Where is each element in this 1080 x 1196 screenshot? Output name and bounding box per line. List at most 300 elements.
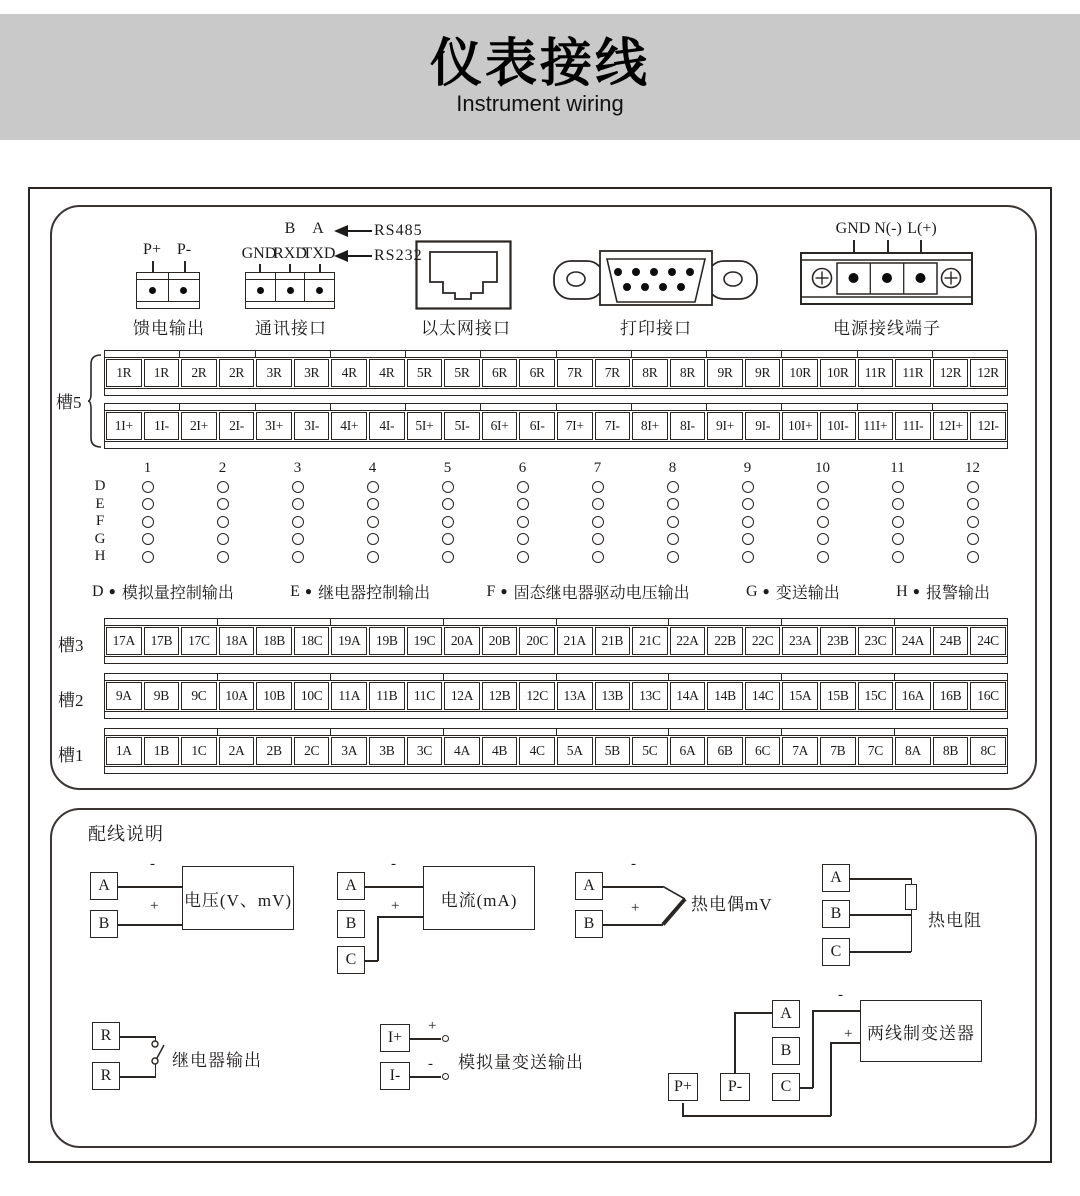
terminal-cell: 19A bbox=[331, 627, 367, 655]
terminal-circle-icon bbox=[667, 533, 679, 545]
analog-output-wiring-diagram bbox=[380, 1016, 620, 1106]
module-tick bbox=[557, 674, 670, 680]
terminal-cell: 13A bbox=[557, 682, 593, 710]
terminal-circle-icon bbox=[667, 481, 679, 493]
wire bbox=[734, 1012, 772, 1014]
terminal-circle-icon bbox=[217, 481, 229, 493]
terminal-cell: 7A bbox=[782, 737, 818, 765]
terminal-circle-icon bbox=[367, 533, 379, 545]
plus-sign: + bbox=[391, 898, 400, 914]
resistor-icon bbox=[905, 884, 917, 910]
terminal-cell: 24B bbox=[933, 627, 969, 655]
module-tick bbox=[256, 404, 331, 410]
terminal-c: C bbox=[337, 946, 365, 974]
terminal-cell: 11R bbox=[895, 359, 931, 387]
strip-band bbox=[105, 674, 1007, 681]
strip-band bbox=[105, 729, 1007, 736]
module-tick bbox=[218, 729, 331, 735]
terminal-cell: 12A bbox=[444, 682, 480, 710]
relay-wiring-diagram bbox=[92, 1016, 292, 1116]
strip-band bbox=[105, 388, 1007, 395]
matrix-cell bbox=[410, 481, 485, 493]
matrix-cell bbox=[110, 481, 185, 493]
matrix-cell bbox=[410, 516, 485, 528]
terminal-cell: 4I- bbox=[369, 412, 405, 440]
matrix-row-label: E bbox=[95, 495, 105, 512]
pin-label: L(+) bbox=[907, 220, 937, 237]
terminal-a: A bbox=[822, 864, 850, 892]
matrix-cell bbox=[260, 516, 335, 528]
matrix-cell bbox=[935, 498, 1010, 510]
column-number: 12 bbox=[965, 459, 980, 476]
terminal-cell: 22A bbox=[670, 627, 706, 655]
terminal-cell: 12R bbox=[933, 359, 969, 387]
terminal-cell: 4R bbox=[331, 359, 367, 387]
page-header bbox=[0, 14, 1080, 140]
slot2-label: 槽2 bbox=[58, 691, 84, 710]
matrix-row bbox=[90, 548, 1010, 566]
terminal-band bbox=[246, 301, 334, 308]
terminal-cell: 3B bbox=[369, 737, 405, 765]
two-wire-transmitter-diagram bbox=[664, 987, 994, 1136]
terminal-circle-icon bbox=[367, 551, 379, 563]
terminal-cell: 2C bbox=[294, 737, 330, 765]
matrix-cell bbox=[335, 516, 410, 528]
strip-band bbox=[105, 711, 1007, 718]
module-tick bbox=[256, 351, 331, 357]
matrix-cell bbox=[560, 533, 635, 545]
arrow-left-icon bbox=[334, 250, 348, 262]
terminal-cell: 3C bbox=[407, 737, 443, 765]
module-tick bbox=[858, 404, 933, 410]
slot1-strip bbox=[104, 728, 1008, 774]
terminal-circle-icon bbox=[817, 533, 829, 545]
matrix-cell bbox=[710, 481, 785, 493]
terminal-cell: 8B bbox=[933, 737, 969, 765]
terminal-circle-icon bbox=[967, 498, 979, 510]
terminal-cell: 3R bbox=[256, 359, 292, 387]
terminal-circle-icon bbox=[292, 516, 304, 528]
terminal-circle-icon bbox=[742, 533, 754, 545]
matrix-cell bbox=[785, 533, 860, 545]
module-tick bbox=[276, 273, 306, 279]
terminal-a: A bbox=[90, 872, 118, 900]
terminal-cell: 10R bbox=[782, 359, 818, 387]
rj45-jack-icon bbox=[415, 240, 512, 310]
slot3-cells bbox=[105, 626, 1007, 656]
matrix-cell bbox=[185, 551, 260, 563]
terminal-cell: 5R bbox=[444, 359, 480, 387]
legend-key: F bbox=[486, 582, 496, 600]
wire bbox=[120, 1076, 156, 1078]
module-tick bbox=[218, 619, 331, 625]
slot1-cells bbox=[105, 736, 1007, 766]
terminal-cell: 5C bbox=[632, 737, 668, 765]
column-number: 8 bbox=[668, 459, 677, 476]
terminal-b: B bbox=[90, 910, 118, 938]
slot1-label: 槽1 bbox=[58, 746, 84, 765]
matrix-column-number bbox=[410, 460, 485, 477]
matrix-cell bbox=[410, 533, 485, 545]
minus-sign: - bbox=[150, 856, 155, 872]
matrix-column-number bbox=[335, 460, 410, 477]
legend-key: E bbox=[290, 582, 300, 600]
terminal-circle-icon bbox=[442, 551, 454, 563]
matrix-cell bbox=[710, 516, 785, 528]
matrix-column-number bbox=[635, 460, 710, 477]
terminal-i-minus: I- bbox=[380, 1062, 410, 1090]
matrix-cell bbox=[935, 481, 1010, 493]
terminal-circle-icon bbox=[892, 481, 904, 493]
terminal-circle-icon bbox=[967, 516, 979, 528]
minus-sign: - bbox=[838, 987, 843, 1003]
terminal-circle-icon bbox=[442, 498, 454, 510]
terminal-cell: 4C bbox=[519, 737, 555, 765]
terminal-circle-icon bbox=[817, 516, 829, 528]
terminal-circle-icon bbox=[142, 516, 154, 528]
wire bbox=[410, 1038, 441, 1040]
terminal-a: A bbox=[575, 872, 603, 900]
terminal-circle-icon bbox=[967, 551, 979, 563]
terminal-circle-icon bbox=[817, 481, 829, 493]
terminal-cell: 18A bbox=[219, 627, 255, 655]
terminal-cell: 6R bbox=[482, 359, 518, 387]
strip-band bbox=[105, 656, 1007, 663]
terminal-band bbox=[246, 273, 334, 280]
transmitter-device-box: 两线制变送器 bbox=[860, 1000, 982, 1062]
terminal-cell: 7B bbox=[820, 737, 856, 765]
terminal-cell: 22B bbox=[707, 627, 743, 655]
terminal-cell: 7I- bbox=[595, 412, 631, 440]
power-terminal-block bbox=[800, 252, 973, 305]
column-number: 2 bbox=[218, 459, 227, 476]
wiring-panel-title: 配线说明 bbox=[88, 824, 164, 844]
matrix-cell bbox=[635, 481, 710, 493]
terminal-circle-icon bbox=[442, 516, 454, 528]
rs485-pin-label: A bbox=[312, 220, 324, 237]
module-tick bbox=[632, 351, 707, 357]
module-tick bbox=[331, 729, 444, 735]
power-caption: 电源接线端子 bbox=[833, 319, 941, 338]
terminal-cell: 17A bbox=[106, 627, 142, 655]
pin-label: GND bbox=[835, 220, 871, 237]
terminal-cell: 4I+ bbox=[331, 412, 367, 440]
matrix-cell bbox=[410, 498, 485, 510]
feed-output-caption: 馈电输出 bbox=[133, 319, 205, 338]
terminal-b: B bbox=[575, 910, 603, 938]
matrix-cell bbox=[260, 481, 335, 493]
printer-caption: 打印接口 bbox=[620, 319, 692, 338]
terminal-cell: 6I+ bbox=[482, 412, 518, 440]
terminal-cell: 3R bbox=[294, 359, 330, 387]
matrix-cell bbox=[410, 551, 485, 563]
wire bbox=[812, 1010, 814, 1088]
terminal-cell: 1A bbox=[106, 737, 142, 765]
terminal-b: B bbox=[772, 1037, 800, 1065]
matrix-column-number bbox=[110, 460, 185, 477]
column-number: 10 bbox=[815, 459, 830, 476]
slot3-strip bbox=[104, 618, 1008, 664]
terminal-cell: 13C bbox=[632, 682, 668, 710]
filled-circle-icon: ● bbox=[500, 584, 508, 598]
matrix-cell bbox=[260, 533, 335, 545]
matrix-cell bbox=[560, 498, 635, 510]
rtd-label: 热电阻 bbox=[928, 911, 982, 930]
column-number: 6 bbox=[518, 459, 527, 476]
wire bbox=[603, 924, 663, 926]
comm-caption: 通讯接口 bbox=[255, 319, 327, 338]
minus-sign: - bbox=[428, 1056, 433, 1072]
terminal-circle-icon bbox=[742, 516, 754, 528]
module-tick bbox=[481, 351, 556, 357]
terminal-band bbox=[137, 301, 199, 308]
matrix-cell bbox=[185, 498, 260, 510]
terminal-cell: 19B bbox=[369, 627, 405, 655]
terminal-cell: 20B bbox=[482, 627, 518, 655]
rtd-wiring-diagram bbox=[822, 858, 1002, 978]
legend-item bbox=[290, 580, 430, 603]
matrix-cell bbox=[860, 498, 935, 510]
matrix-cell bbox=[560, 516, 635, 528]
terminal-cell: 8C bbox=[970, 737, 1006, 765]
terminal-circle-icon bbox=[292, 481, 304, 493]
module-tick bbox=[782, 351, 857, 357]
wire bbox=[734, 1012, 736, 1073]
module-tick bbox=[933, 404, 1007, 410]
terminal-cell: 8I- bbox=[670, 412, 706, 440]
terminal-cell: 1R bbox=[144, 359, 180, 387]
terminal-cell: 4A bbox=[444, 737, 480, 765]
matrix-cell bbox=[785, 516, 860, 528]
slot3-label: 槽3 bbox=[58, 636, 84, 655]
wire bbox=[812, 1010, 860, 1012]
terminal-circle-icon bbox=[742, 498, 754, 510]
plus-sign: + bbox=[428, 1018, 437, 1034]
module-tick bbox=[557, 619, 670, 625]
matrix-cell bbox=[485, 516, 560, 528]
matrix-column-number bbox=[785, 460, 860, 477]
terminal-cell: 19C bbox=[407, 627, 443, 655]
terminal-cell: 8A bbox=[895, 737, 931, 765]
terminal-circle-icon bbox=[892, 498, 904, 510]
terminal-cell: 13B bbox=[595, 682, 631, 710]
module-tick bbox=[557, 404, 632, 410]
terminal-dot bbox=[257, 287, 264, 294]
matrix-row bbox=[90, 478, 1010, 496]
terminal-cell: 12B bbox=[482, 682, 518, 710]
terminal-cell: 22C bbox=[745, 627, 781, 655]
plus-sign: + bbox=[631, 900, 640, 916]
terminal-cell: 7R bbox=[595, 359, 631, 387]
module-tick bbox=[406, 351, 481, 357]
terminal-circle-icon bbox=[367, 516, 379, 528]
terminal-cell: 1B bbox=[144, 737, 180, 765]
matrix-row bbox=[90, 531, 1010, 549]
module-tick bbox=[331, 404, 406, 410]
terminal-a: A bbox=[337, 872, 365, 900]
terminal-circle-icon bbox=[742, 551, 754, 563]
terminal-b: B bbox=[822, 900, 850, 928]
arrow-shaft bbox=[348, 255, 372, 257]
module-tick bbox=[444, 674, 557, 680]
relay-label: 继电器输出 bbox=[172, 1051, 262, 1070]
module-tick bbox=[105, 619, 218, 625]
terminal-cell: 4R bbox=[369, 359, 405, 387]
matrix-row bbox=[90, 496, 1010, 514]
module-tick bbox=[895, 674, 1007, 680]
matrix-cell bbox=[335, 551, 410, 563]
terminal-cell: 24A bbox=[895, 627, 931, 655]
terminal-cell: 4B bbox=[482, 737, 518, 765]
legend-key: D bbox=[92, 582, 104, 600]
matrix-cell bbox=[860, 516, 935, 528]
slot5-row-i bbox=[104, 403, 1008, 449]
terminal-cell: 9C bbox=[181, 682, 217, 710]
terminal-dot bbox=[149, 287, 156, 294]
matrix-cell bbox=[485, 533, 560, 545]
terminal-circle-icon bbox=[592, 481, 604, 493]
terminal-circle-icon bbox=[217, 516, 229, 528]
terminal-circle-icon bbox=[817, 551, 829, 563]
terminal-cell: 16C bbox=[970, 682, 1006, 710]
module-tick bbox=[444, 619, 557, 625]
comm-terminal-block bbox=[245, 272, 335, 309]
terminal-circle-icon bbox=[292, 533, 304, 545]
terminal-circle-icon bbox=[667, 498, 679, 510]
wire bbox=[850, 914, 911, 916]
page-title: 仪表接线 bbox=[429, 34, 650, 93]
terminal-cell: 18C bbox=[294, 627, 330, 655]
wire bbox=[682, 1115, 831, 1117]
wire bbox=[850, 878, 912, 880]
arrow-shaft bbox=[348, 230, 372, 232]
terminal-circle-icon bbox=[442, 481, 454, 493]
column-number: 9 bbox=[743, 459, 752, 476]
rs485-arrow bbox=[334, 222, 423, 240]
terminal-p-minus: P- bbox=[720, 1073, 750, 1101]
minus-sign: - bbox=[391, 856, 396, 872]
terminal-cell: 9R bbox=[707, 359, 743, 387]
terminal-c: C bbox=[822, 938, 850, 966]
terminal-cell: 1I+ bbox=[106, 412, 142, 440]
terminal-circle-icon bbox=[142, 551, 154, 563]
matrix-cell bbox=[860, 551, 935, 563]
matrix-cell bbox=[785, 481, 860, 493]
terminal-cell: 7C bbox=[858, 737, 894, 765]
module-tick bbox=[707, 351, 782, 357]
pin-label: GND bbox=[241, 245, 277, 262]
module-tick bbox=[782, 674, 895, 680]
matrix-cell bbox=[860, 533, 935, 545]
terminal-cell: 18B bbox=[256, 627, 292, 655]
module-tick bbox=[105, 674, 218, 680]
strip-band bbox=[105, 351, 1007, 358]
wire bbox=[377, 916, 379, 961]
matrix-cell bbox=[560, 481, 635, 493]
terminal-cell: 1I- bbox=[144, 412, 180, 440]
matrix-cell bbox=[935, 533, 1010, 545]
module-tick bbox=[169, 273, 200, 279]
terminal-cell: 5B bbox=[595, 737, 631, 765]
strip-band bbox=[105, 441, 1007, 448]
terminal-cell: 16A bbox=[895, 682, 931, 710]
voltage-wiring-diagram bbox=[90, 858, 310, 958]
wire bbox=[365, 886, 423, 888]
terminal-cell: 11A bbox=[331, 682, 367, 710]
matrix-cell bbox=[110, 533, 185, 545]
matrix-cell bbox=[935, 551, 1010, 563]
open-terminal-icon bbox=[442, 1073, 449, 1080]
matrix-cell bbox=[860, 481, 935, 493]
module-tick bbox=[782, 619, 895, 625]
wire bbox=[603, 886, 663, 888]
terminal-cell: 2R bbox=[219, 359, 255, 387]
terminal-cell: 1C bbox=[181, 737, 217, 765]
matrix-cell bbox=[335, 481, 410, 493]
terminal-cell: 20C bbox=[519, 627, 555, 655]
terminal-cell: 2R bbox=[181, 359, 217, 387]
module-tick bbox=[305, 273, 334, 279]
module-tick bbox=[669, 729, 782, 735]
terminal-a: A bbox=[772, 1000, 800, 1028]
matrix-cell bbox=[710, 498, 785, 510]
matrix-cell bbox=[485, 481, 560, 493]
thermocouple-wiring-diagram bbox=[575, 858, 795, 958]
legend-key: H bbox=[896, 582, 908, 600]
module-tick bbox=[632, 404, 707, 410]
terminal-circle-icon bbox=[742, 481, 754, 493]
terminal-cell: 15B bbox=[820, 682, 856, 710]
terminal-cell: 6A bbox=[670, 737, 706, 765]
rs232-arrow bbox=[334, 247, 423, 265]
matrix-cell bbox=[635, 533, 710, 545]
terminal-cell: 9I- bbox=[745, 412, 781, 440]
terminal-cell: 10C bbox=[294, 682, 330, 710]
column-number: 7 bbox=[593, 459, 602, 476]
terminal-cell: 11I+ bbox=[858, 412, 894, 440]
module-tick bbox=[180, 351, 255, 357]
terminal-circle-icon bbox=[667, 516, 679, 528]
terminal-cell: 11B bbox=[369, 682, 405, 710]
terminal-dot bbox=[316, 287, 323, 294]
terminal-cell: 10R bbox=[820, 359, 856, 387]
terminal-cell: 21A bbox=[557, 627, 593, 655]
matrix-cell bbox=[185, 533, 260, 545]
matrix-column-number bbox=[485, 460, 560, 477]
terminal-cell: 5I+ bbox=[407, 412, 443, 440]
matrix-column-number bbox=[560, 460, 635, 477]
matrix-cell bbox=[110, 551, 185, 563]
terminal-circle-icon bbox=[517, 551, 529, 563]
legend-text: 模拟量控制输出 bbox=[121, 585, 234, 602]
strip-band bbox=[105, 766, 1007, 773]
module-tick bbox=[246, 273, 276, 279]
terminal-cell: 11C bbox=[407, 682, 443, 710]
terminal-cell: 8R bbox=[670, 359, 706, 387]
module-tick bbox=[669, 674, 782, 680]
terminal-cell: 17C bbox=[181, 627, 217, 655]
terminal-cell: 5I- bbox=[444, 412, 480, 440]
matrix-row-label: D bbox=[94, 478, 106, 495]
wire bbox=[410, 1076, 441, 1078]
terminal-cell: 12C bbox=[519, 682, 555, 710]
terminal-cell: 15A bbox=[782, 682, 818, 710]
module-tick bbox=[137, 273, 169, 279]
terminal-circle-icon bbox=[442, 533, 454, 545]
module-tick bbox=[218, 674, 331, 680]
terminal-cell: 11R bbox=[858, 359, 894, 387]
matrix-cell bbox=[785, 551, 860, 563]
